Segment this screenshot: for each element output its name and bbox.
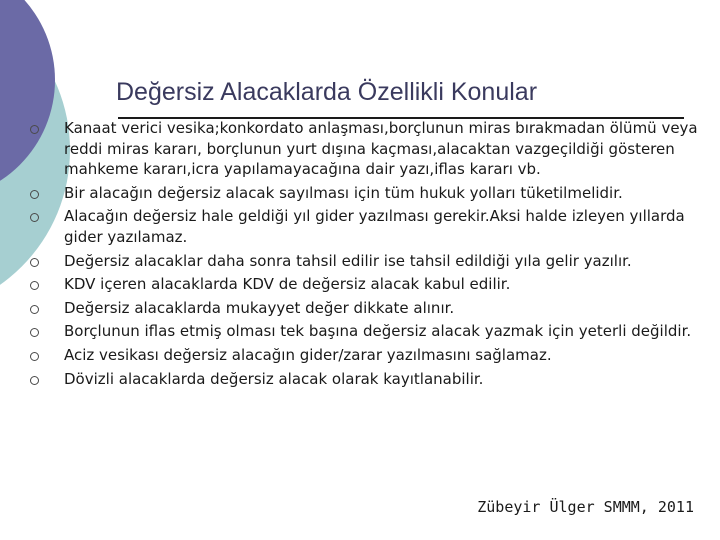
list-item xyxy=(30,274,710,295)
list-item xyxy=(30,298,710,319)
list-item xyxy=(30,321,710,342)
list-item xyxy=(30,206,710,247)
slide-title: Değersiz Alacaklarda Özellikli Konular xyxy=(116,78,538,106)
circle-bullet-icon xyxy=(30,352,39,361)
circle-bullet-icon xyxy=(30,258,39,267)
bullet-text: Değersiz alacaklar daha sonra tahsil edilir ise tahsil edildiği yıla gelir yazılır. xyxy=(64,251,632,270)
list-item xyxy=(30,183,710,204)
circle-bullet-icon xyxy=(30,190,39,199)
bullet-text: Dövizli alacaklarda değersiz alacak olarak kayıtlanabilir. xyxy=(64,369,484,388)
bullet-text: Alacağın değersiz hale geldiği yıl gider yazılması gerekir.Aksi halde izleyen yıllarda gider yazılamaz. xyxy=(64,207,685,246)
bullet-text: KDV içeren alacaklarda KDV de değersiz alacak kabul edilir. xyxy=(64,275,511,294)
bullet-text: Kanaat verici vesika;konkordato anlaşması,borçlunun miras bırakmadan ölümü veya reddi miras kararı, borçlunun yurt dışına kaçması,alacaktan vazgeçildiği gösteren mahkeme kararı,icra yapılamayacağına dair yazı,iflas kararı vb. xyxy=(64,119,698,179)
circle-bullet-icon xyxy=(30,213,39,222)
circle-bullet-icon xyxy=(30,328,39,337)
list-item xyxy=(30,369,710,390)
circle-bullet-icon xyxy=(30,125,39,134)
list-item xyxy=(30,118,710,180)
bullet-text: Aciz vesikası değersiz alacağın gider/zarar yazılmasını sağlamaz. xyxy=(64,345,552,364)
author-signature: Zübeyir Ülger SMMM, 2011 xyxy=(477,498,694,516)
circle-bullet-icon xyxy=(30,376,39,385)
circle-bullet-icon xyxy=(30,281,39,290)
circle-bullet-icon xyxy=(30,305,39,314)
bullet-text: Değersiz alacaklarda mukayyet değer dikkate alınır. xyxy=(64,298,455,317)
bullet-text: Bir alacağın değersiz alacak sayılması için tüm hukuk yolları tüketilmelidir. xyxy=(64,183,623,202)
bullet-list xyxy=(30,118,710,392)
bullet-text: Borçlunun iflas etmiş olması tek başına değersiz alacak yazmak için yeterli değildir. xyxy=(64,322,692,341)
list-item xyxy=(30,345,710,366)
list-item xyxy=(30,251,710,272)
